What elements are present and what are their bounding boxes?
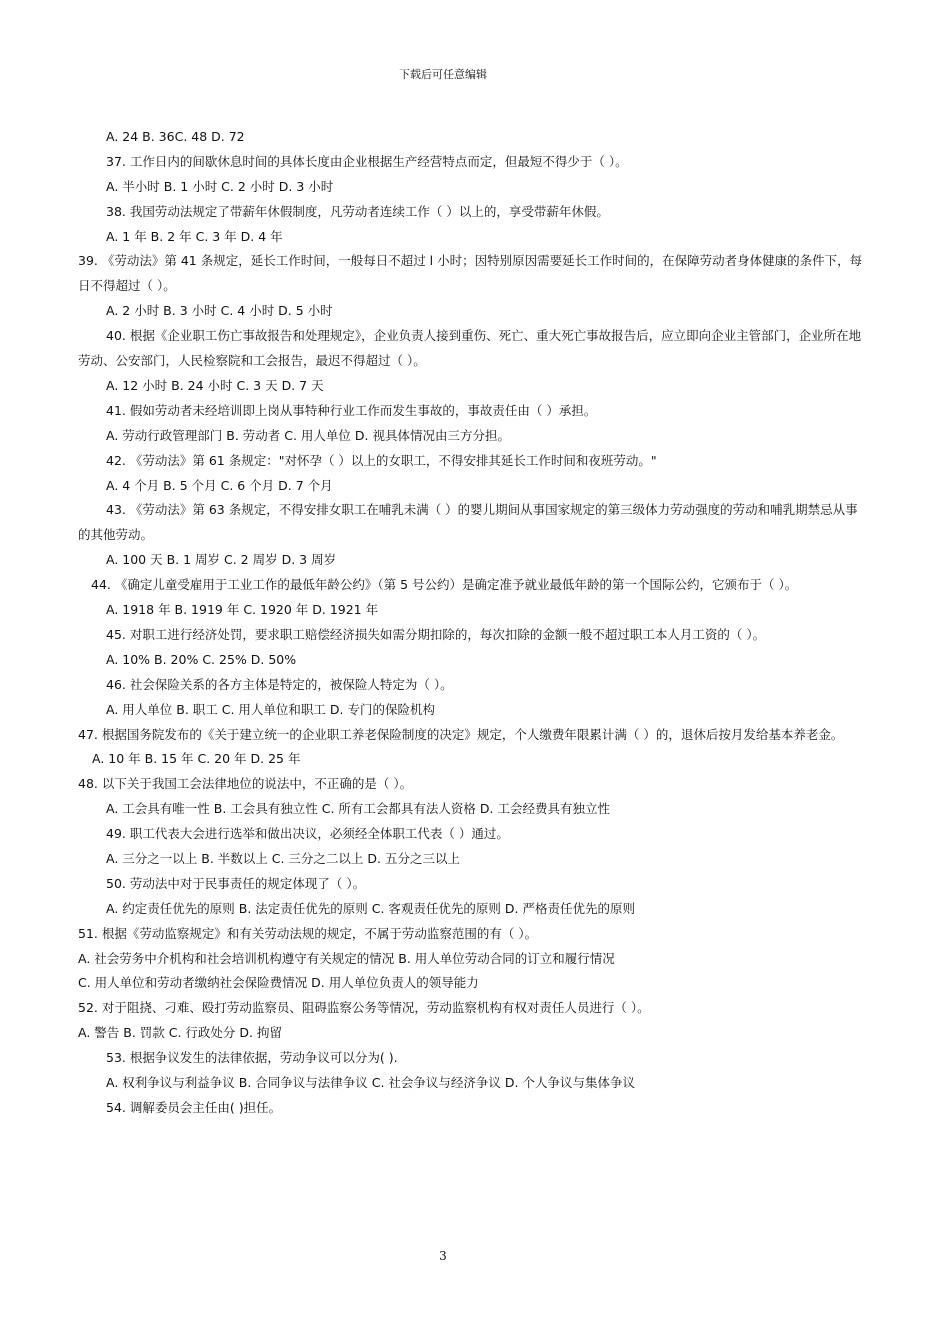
answer-options: A. 2 小时 B. 3 小时 C. 4 小时 D. 5 小时 [106,303,333,319]
page-number: 3 [439,1249,447,1263]
answer-options: A. 约定责任优先的原则 B. 法定责任优先的原则 C. 客观责任优先的原则 D. 严格责任优先的原则 [106,900,635,916]
answer-options: A. 12 小时 B. 24 小时 C. 3 天 D. 7 天 [106,377,324,393]
question-line: 52. 对于阻挠、刁难、殴打劳动监察员、阻碍监察公务等情况，劳动监察机构有权对责任人员进行（ ）。 [78,1000,650,1016]
answer-options: A. 工会具有唯一性 B. 工会具有独立性 C. 所有工会都具有法人资格 D. 工会经费具有独立性 [106,801,610,817]
question-line: 54. 调解委员会主任由( )担任。 [106,1099,282,1115]
answer-options: A. 10% B. 20% C. 25% D. 50% [106,651,297,667]
question-line: 39. 《劳动法》第 41 条规定，延长工作时间，一般每日不超过 l 小时；因特别原因需要延长工作时间的，在保障劳动者身体健康的条件下，每日不得超过（ ）。 [78,253,863,294]
question-line: 43. 《劳动法》第 63 条规定，不得安排女职工在哺乳未满（ ）的婴儿期间从事国家规定的第三级体力劳动强度的劳动和哺乳期禁忌从事的其他劳动。 [78,502,858,543]
question-line: 45. 对职工进行经济处罚，要求职工赔偿经济损失如需分期扣除的，每次扣除的金额一般不超过职工本人月工资的（ ）。 [106,626,766,642]
question-line: 37. 工作日内的间歇休息时间的具体长度由企业根据生产经营特点而定，但最短不得少于（ ）。 [106,153,628,169]
answer-options: A. 三分之一以上 B. 半数以上 C. 三分之二以上 D. 五分之三以上 [106,850,460,866]
answer-options: A. 100 天 B. 1 周岁 C. 2 周岁 D. 3 周岁 [106,552,337,568]
question-line: 42. 《劳动法》第 61 条规定："对怀孕（ ）以上的女职工，不得安排其延长工作时间和夜班劳动。" [106,452,657,468]
question-line: 49. 职工代表大会进行选举和做出决议，必须经全体职工代表（ ）通过。 [106,826,509,842]
question-line: 41. 假如劳动者未经培训即上岗从事特种行业工作而发生事故的，事故责任由（ ）承担。 [106,402,597,418]
answer-options: A. 权利争议与利益争议 B. 合同争议与法律争议 C. 社会争议与经济争议 D. 个人争议与集体争议 [106,1074,635,1090]
question-line: 47. 根据国务院发布的《关于建立统一的企业职工养老保险制度的决定》规定，个人缴费年限累计满（ ）的，退休后按月发给基本养老金。 [78,726,844,742]
answer-options: A. 警告 B. 罚款 C. 行政处分 D. 拘留 [78,1025,282,1041]
question-line: 44. 《确定儿童受雇用于工业工作的最低年龄公约》（第 5 号公约）是确定准予就业最低年龄的第一个国际公约，它颁布于（ ）。 [91,577,798,593]
answer-options: A. 1918 年 B. 1919 年 C. 1920 年 D. 1921 年 [106,602,379,618]
answer-options: A. 4 个月 B. 5 个月 C. 6 个月 D. 7 个月 [106,477,333,493]
download-note: 下载后可任意编辑 [399,68,487,81]
document-body [78,125,868,1121]
question-line: 53. 根据争议发生的法律依据，劳动争议可以分为( ). [106,1050,398,1066]
answer-options: A. 社会劳务中介机构和社会培训机构遵守有关规定的情况 B. 用人单位劳动合同的订立和履行情况 [78,950,615,966]
answer-options: C. 用人单位和劳动者缴纳社会保险费情况 D. 用人单位负责人的领导能力 [78,975,479,991]
answer-options: A. 24 B. 36C. 48 D. 72 [106,129,245,144]
question-line: 48. 以下关于我国工会法律地位的说法中，不正确的是（ ）。 [78,776,413,792]
answer-options: A. 用人单位 B. 职工 C. 用人单位和职工 D. 专门的保险机构 [106,701,435,717]
question-line: 50. 劳动法中对于民事责任的规定体现了（ ）。 [106,875,366,891]
question-line: 46. 社会保险关系的各方主体是特定的，被保险人特定为（ ）。 [106,676,453,692]
question-line: 38. 我国劳动法规定了带薪年休假制度，凡劳动者连续工作（ ）以上的，享受带薪年休假。 [106,203,609,219]
question-line: 40. 根据《企业职工伤亡事故报告和处理规定》，企业负责人接到重伤、死亡、重大死亡事故报告后，应立即向企业主管部门，企业所在地劳动、公安部门，人民检察院和工会报告，最迟不得超过（ ）。 [78,328,862,369]
answer-options: A. 半小时 B. 1 小时 C. 2 小时 D. 3 小时 [106,178,334,194]
answer-options: A. 劳动行政管理部门 B. 劳动者 C. 用人单位 D. 视具体情况由三方分担。 [106,427,510,443]
answer-options: A. 10 年 B. 15 年 C. 20 年 D. 25 年 [92,751,301,767]
question-line: 51. 根据《劳动监察规定》和有关劳动法规的规定，不属于劳动监察范围的有（ ）。 [78,925,538,941]
answer-options: A. 1 年 B. 2 年 C. 3 年 D. 4 年 [106,228,283,244]
